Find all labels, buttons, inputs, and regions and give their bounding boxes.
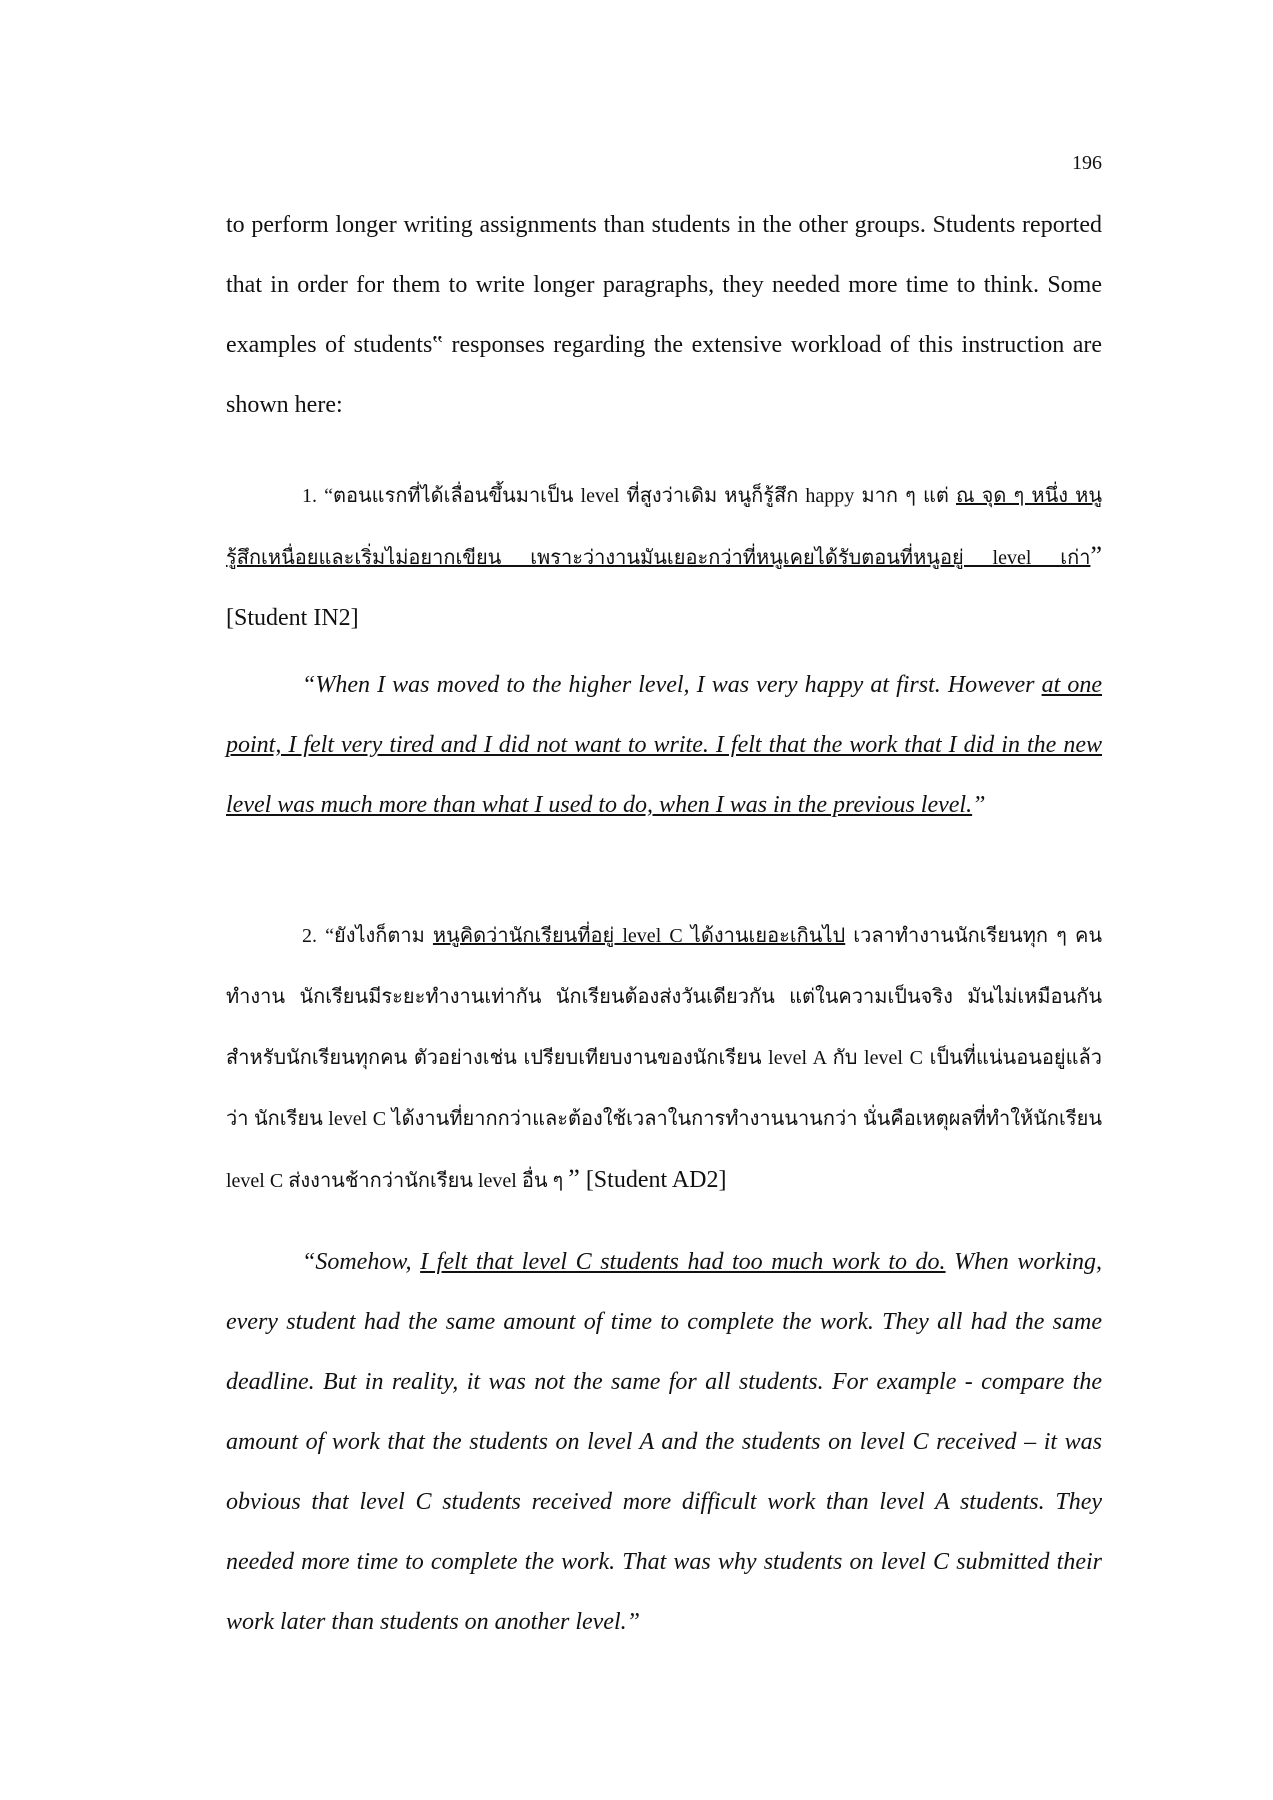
- paragraph-text: to perform longer writing assignments than students in the other groups. Students reported that in order for them to write longer paragraphs, they needed more time to think. Some examples of students‟ responses regarding the extensive workload of this instruction are shown here:: [226, 212, 1102, 418]
- thai-quote-1: [226, 465, 1102, 648]
- english-1-prefix: “When I was moved to the higher level, I was very happy at first. However: [302, 672, 1042, 698]
- thai-quote-1-underlined: ณ จุด ๆ หนึ่ง หนูรู้สึกเหนื่อยและเริ่มไม่อยากเขียน เพราะว่างานมันเยอะกว่าที่หนูเคยได้รับตอนที่หนูอยู่ level เก่า: [226, 485, 1103, 569]
- thai-quote-2-prefix: 2. “ยังไงก็ตาม: [302, 925, 433, 947]
- thai-quote-2-rest: เวลาทำงานนักเรียนทุก ๆ คนทำงาน นักเรียนมีระยะทำงานเท่ากัน นักเรียนต้องส่งวันเดียวกัน แต่ในความเป็นจริง มันไม่เหมือนกันสำหรับนักเรียนทุกคน ตัวอย่างเช่น เปรียบเทียบงานของนักเรียน level A กับ level C เป็นที่แน่นอนอยู่แล้วว่า นักเรียน level C ได้งานที่ยากกว่าและต้องใช้เวลาในการทำงานนานกว่า นั่นคือเหตุผลที่ทำให้นักเรียน level C ส่งงานช้ากว่านักเรียน level อื่น ๆ: [226, 925, 1102, 1192]
- thai-quote-1-attribution: [Student IN2]: [226, 605, 359, 631]
- thai-quote-1-close: ”: [1090, 541, 1102, 570]
- thai-quote-1-prefix: 1. “ตอนแรกที่ได้เลื่อนขึ้นมาเป็น level ที่สูงว่าเดิม หนูก็รู้สึก happy มาก ๆ แต่: [302, 485, 956, 507]
- english-2-underlined: I felt that level C students had too much work to do.: [420, 1249, 946, 1275]
- page-number: 196: [1072, 152, 1102, 174]
- body-paragraph: [226, 195, 1102, 435]
- thai-quote-2-attribution: [Student AD2]: [579, 1167, 727, 1193]
- english-translation-2: [226, 1232, 1102, 1652]
- english-translation-1: [226, 655, 1102, 835]
- english-1-underlined: at one point, I felt very tired and I did not want to write. I felt that the work that I did in the new level was much more than what I used to do, when I was in the previous level.: [226, 672, 1103, 818]
- thai-quote-2: [226, 905, 1102, 1211]
- english-2-rest: When working, every student had the same amount of time to complete the work. They all had the same deadline. But in reality, it was not the same for all students. For example - compare the amount of work that the students on level A and the students on level C received – it was obvious that level C students received more difficult work than level A students. They needed more time to complete the work. That was why students on level C submitted their work later than students on another level.”: [226, 1249, 1102, 1635]
- english-1-suffix: ”: [972, 792, 986, 818]
- thai-quote-2-close: ”: [568, 1164, 580, 1193]
- thai-quote-2-underlined: หนูคิดว่านักเรียนที่อยู่ level C ได้งานเยอะเกินไป: [432, 925, 846, 947]
- english-2-prefix: “Somehow,: [302, 1249, 421, 1275]
